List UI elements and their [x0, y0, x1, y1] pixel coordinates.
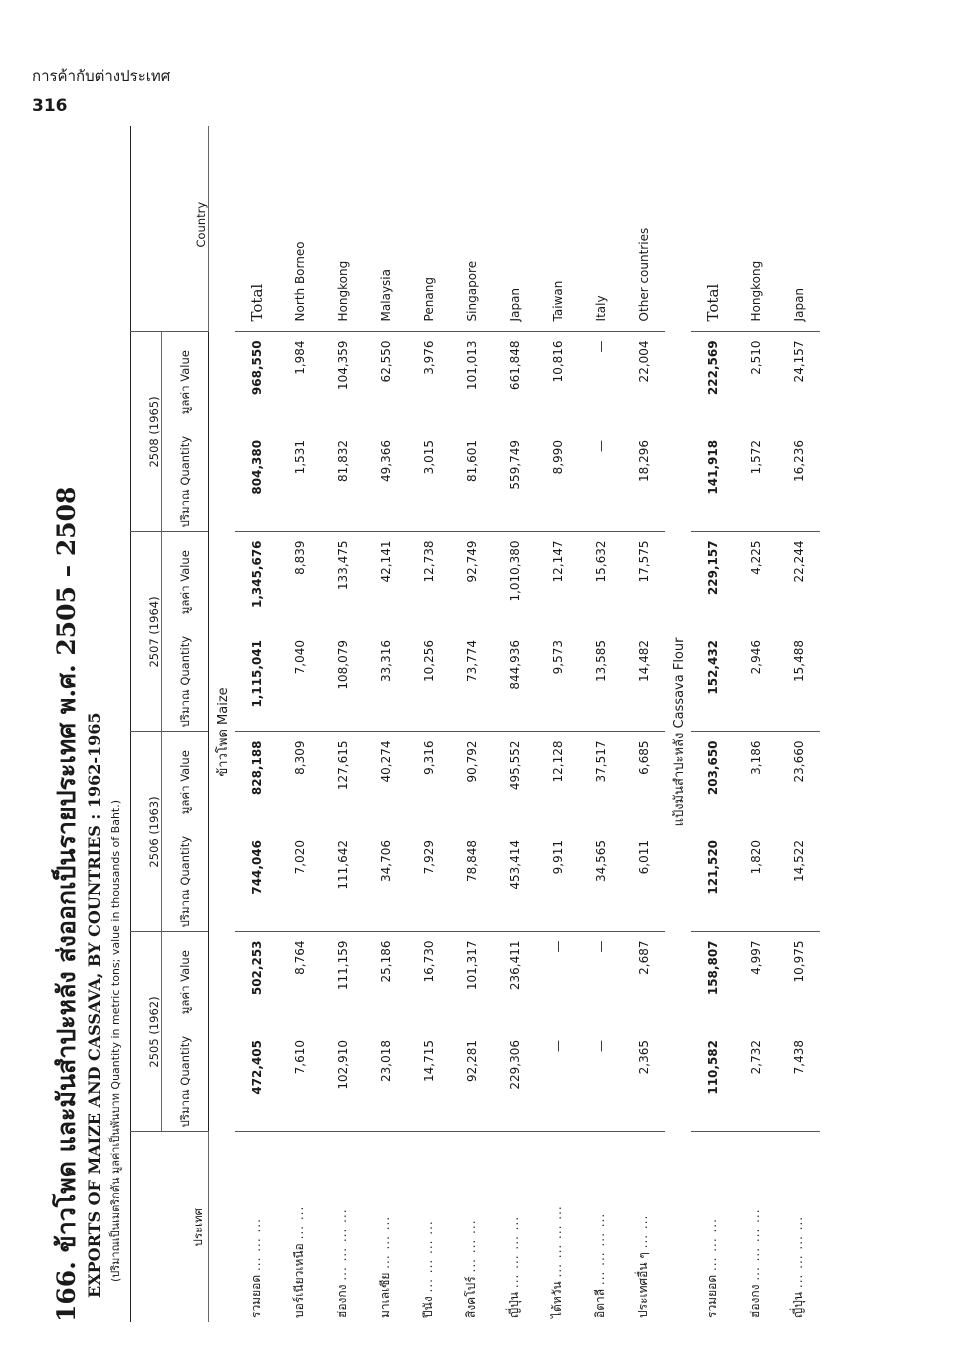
- quantity-cell: 141,918: [705, 439, 720, 495]
- section-heading-maize: ข้าวโพด Maize: [215, 687, 231, 777]
- table-row: [691, 126, 734, 1322]
- country-english-cell: Hongkong: [748, 260, 763, 322]
- quantity-cell: 34,565: [593, 839, 608, 882]
- quantity-cell: 13,585: [593, 639, 608, 682]
- quantity-header: ปริมาณ Quantity: [162, 1032, 209, 1132]
- value-cell: 24,157: [777, 332, 820, 432]
- quantity-cell: 1,820: [748, 839, 763, 875]
- country-thai-cell: ญี่ปุ่น ... ... ... ...: [493, 1132, 536, 1322]
- value-cell: 92,749: [450, 532, 493, 632]
- table-number: 166.: [52, 1261, 81, 1322]
- value-header: มูลค่า Value: [162, 332, 209, 432]
- table-row: [493, 126, 536, 1322]
- value-cell: 12,128: [536, 732, 579, 832]
- value-header: มูลค่า Value: [162, 732, 209, 832]
- country-thai-cell: รวมยอด ... ... ...: [235, 1132, 278, 1322]
- country-english-cell: Total: [247, 283, 266, 322]
- value-cell: 2,510: [734, 332, 777, 432]
- value-cell: 12,147: [536, 532, 579, 632]
- table-row: [734, 126, 777, 1322]
- quantity-cell: 2,365: [636, 1040, 651, 1075]
- quantity-cell: 111,642: [335, 839, 350, 890]
- year-2508: 2508 (1965): [131, 332, 162, 532]
- table-row: [278, 126, 321, 1322]
- quantity-cell: 1,531: [292, 439, 307, 475]
- value-cell: 495,552: [493, 732, 536, 832]
- country-english-cell: North Borneo: [292, 241, 307, 322]
- quantity-cell: 7,040: [292, 639, 307, 675]
- quantity-cell: 49,366: [378, 439, 393, 482]
- country-english-cell: Singapore: [464, 260, 479, 322]
- page-number: 316: [32, 96, 68, 116]
- table-row: [407, 126, 450, 1322]
- quantity-cell: 110,582: [705, 1040, 720, 1095]
- table-row: [579, 126, 622, 1322]
- quantity-cell: 2,732: [748, 1040, 763, 1075]
- quantity-cell: 10,256: [421, 639, 436, 682]
- country-thai-cell: มาเลเซีย ... ... ...: [364, 1132, 407, 1322]
- quantity-cell: 7,020: [292, 839, 307, 875]
- country-english-cell: Other countries: [636, 227, 651, 322]
- quantity-cell: 92,281: [464, 1040, 479, 1082]
- value-cell: 9,316: [407, 732, 450, 832]
- value-cell: 2,687: [622, 932, 665, 1032]
- table-title-thai: ข้าวโพด และมันสำปะหลัง ส่งออกเป็นรายประเทศ พ.ศ. 2505 – 2508: [52, 486, 81, 1253]
- value-cell: 62,550: [364, 332, 407, 432]
- table-title: [50, 126, 84, 1322]
- table-row: [321, 126, 364, 1322]
- quantity-cell: 6,011: [636, 839, 651, 875]
- country-thai-cell: ญี่ปุ่น ... ... ... ...: [777, 1132, 820, 1322]
- country-english-cell: Japan: [791, 287, 806, 322]
- value-cell: 203,650: [691, 732, 734, 832]
- value-cell: 661,848: [493, 332, 536, 432]
- section-heading-row: [209, 126, 236, 1322]
- value-cell: 133,475: [321, 532, 364, 632]
- value-cell: —: [579, 332, 622, 432]
- country-header-english: Country: [131, 126, 209, 332]
- value-cell: 16,730: [407, 932, 450, 1032]
- value-cell: 10,975: [777, 932, 820, 1032]
- quantity-cell: 844,936: [507, 639, 522, 690]
- quantity-cell: 81,832: [335, 439, 350, 482]
- country-english-cell: Italy: [593, 295, 608, 322]
- quantity-cell: 14,482: [636, 639, 651, 682]
- quantity-cell: —: [593, 1040, 608, 1052]
- country-thai-cell: รวมยอด ... ... ...: [691, 1132, 734, 1322]
- country-thai-cell: ฮ่องกง ... ... ... ...: [321, 1132, 364, 1322]
- country-english-cell: Hongkong: [335, 260, 350, 322]
- quantity-cell: 229,306: [507, 1040, 522, 1090]
- country-thai-cell: ไต้หวัน ... ... ... ...: [536, 1132, 579, 1322]
- quantity-cell: 23,018: [378, 1040, 393, 1082]
- exports-table: [130, 126, 820, 1322]
- table-row: [235, 126, 278, 1322]
- year-2506: 2506 (1963): [131, 732, 162, 932]
- value-cell: 3,976: [407, 332, 450, 432]
- quantity-cell: 152,432: [705, 639, 720, 695]
- quantity-cell: 121,520: [705, 839, 720, 895]
- value-cell: 90,792: [450, 732, 493, 832]
- section-heading-cassava: แป้งมันสำปะหลัง Cassava Flour: [671, 637, 687, 827]
- value-cell: 8,309: [278, 732, 321, 832]
- country-thai-cell: ปีนัง ... ... ... ...: [407, 1132, 450, 1322]
- country-english-cell: Total: [703, 283, 722, 322]
- quantity-cell: —: [593, 439, 608, 452]
- quantity-cell: 108,079: [335, 639, 350, 690]
- value-cell: 37,517: [579, 732, 622, 832]
- value-cell: 8,839: [278, 532, 321, 632]
- table-row: [536, 126, 579, 1322]
- table-row: [450, 126, 493, 1322]
- quantity-cell: 33,316: [378, 639, 393, 682]
- value-cell: 968,550: [235, 332, 278, 432]
- value-cell: 10,816: [536, 332, 579, 432]
- value-cell: 229,157: [691, 532, 734, 632]
- value-cell: 101,013: [450, 332, 493, 432]
- value-cell: 4,225: [734, 532, 777, 632]
- value-cell: 42,141: [364, 532, 407, 632]
- value-cell: 25,186: [364, 932, 407, 1032]
- quantity-cell: 81,601: [464, 439, 479, 482]
- quantity-cell: 16,236: [791, 439, 806, 482]
- value-cell: —: [579, 932, 622, 1032]
- quantity-header: ปริมาณ Quantity: [162, 432, 209, 532]
- country-thai-cell: ฮ่องกง ... ... ... ...: [734, 1132, 777, 1322]
- quantity-cell: 18,296: [636, 439, 651, 482]
- value-cell: 3,186: [734, 732, 777, 832]
- value-cell: 1,345,676: [235, 532, 278, 632]
- country-thai-cell: อิตาลี ... ... ... ...: [579, 1132, 622, 1322]
- quantity-cell: 2,946: [748, 639, 763, 675]
- quantity-cell: 14,715: [421, 1040, 436, 1082]
- value-cell: 104,359: [321, 332, 364, 432]
- table-title-english: EXPORTS OF MAIZE AND CASSAVA, BY COUNTRIES : 1962-1965: [85, 712, 104, 1298]
- table-row: [777, 126, 820, 1322]
- quantity-cell: 1,572: [748, 439, 763, 475]
- quantity-cell: 7,438: [791, 1040, 806, 1075]
- value-cell: 101,317: [450, 932, 493, 1032]
- quantity-cell: —: [550, 1040, 565, 1052]
- units-note: (ปริมาณเป็นเมตริกตัน มูลค่าเป็นพันบาท Quantity in metric tons; value in thousands of Baht.): [109, 799, 122, 1282]
- value-cell: —: [536, 932, 579, 1032]
- value-cell: 1,984: [278, 332, 321, 432]
- quantity-cell: 8,990: [550, 439, 565, 475]
- year-2505: 2505 (1962): [131, 932, 162, 1132]
- quantity-cell: 472,405: [249, 1040, 264, 1095]
- quantity-cell: 9,573: [550, 639, 565, 675]
- year-2507: 2507 (1964): [131, 532, 162, 732]
- cassava-section: [665, 126, 820, 1322]
- quantity-cell: 78,848: [464, 839, 479, 882]
- quantity-header: ปริมาณ Quantity: [162, 832, 209, 932]
- value-cell: 6,685: [622, 732, 665, 832]
- value-header: มูลค่า Value: [162, 932, 209, 1032]
- quantity-cell: 7,610: [292, 1040, 307, 1075]
- country-thai-cell: สิงคโปร์ ... ... ...: [450, 1132, 493, 1322]
- table-row: [364, 126, 407, 1322]
- value-cell: 1,010,380: [493, 532, 536, 632]
- value-cell: 127,615: [321, 732, 364, 832]
- quantity-cell: 453,414: [507, 839, 522, 890]
- country-header-thai: ประเทศ: [131, 1132, 209, 1322]
- quantity-cell: 73,774: [464, 639, 479, 682]
- value-cell: 828,188: [235, 732, 278, 832]
- country-thai-cell: บอร์เนียวเหนือ ... ...: [278, 1132, 321, 1322]
- value-cell: 8,764: [278, 932, 321, 1032]
- quantity-cell: 1,115,041: [249, 639, 264, 708]
- value-header: มูลค่า Value: [162, 532, 209, 632]
- country-english-cell: Penang: [421, 277, 436, 322]
- quantity-cell: 744,046: [249, 839, 264, 895]
- quantity-cell: 15,488: [791, 639, 806, 682]
- quantity-cell: 3,015: [421, 439, 436, 475]
- value-cell: 222,569: [691, 332, 734, 432]
- table-row: [622, 126, 665, 1322]
- rotated-table-block: [50, 126, 875, 1322]
- quantity-cell: 14,522: [791, 839, 806, 882]
- section-heading-row: [665, 126, 691, 1322]
- year-header-row: [131, 126, 162, 1322]
- value-cell: 4,997: [734, 932, 777, 1032]
- value-cell: 15,632: [579, 532, 622, 632]
- quantity-cell: 34,706: [378, 839, 393, 882]
- value-cell: 236,411: [493, 932, 536, 1032]
- value-cell: 17,575: [622, 532, 665, 632]
- value-cell: 111,159: [321, 932, 364, 1032]
- value-cell: 12,738: [407, 532, 450, 632]
- quantity-cell: 9,911: [550, 839, 565, 875]
- value-cell: 158,807: [691, 932, 734, 1032]
- quantity-header: ปริมาณ Quantity: [162, 632, 209, 732]
- quantity-cell: 7,929: [421, 839, 436, 875]
- maize-section: [209, 126, 666, 1322]
- value-cell: 22,244: [777, 532, 820, 632]
- country-english-cell: Taiwan: [550, 280, 565, 322]
- quantity-cell: 804,380: [249, 439, 264, 495]
- running-head: การค้ากับต่างประเทศ: [32, 67, 171, 85]
- quantity-cell: 102,910: [335, 1040, 350, 1090]
- country-thai-cell: ประเทศอื่น ๆ ... ...: [622, 1132, 665, 1322]
- value-cell: 23,660: [777, 732, 820, 832]
- quantity-cell: 559,749: [507, 439, 522, 490]
- country-english-cell: Japan: [507, 287, 522, 322]
- value-cell: 502,253: [235, 932, 278, 1032]
- country-english-cell: Malaysia: [378, 269, 393, 322]
- value-cell: 40,274: [364, 732, 407, 832]
- value-cell: 22,004: [622, 332, 665, 432]
